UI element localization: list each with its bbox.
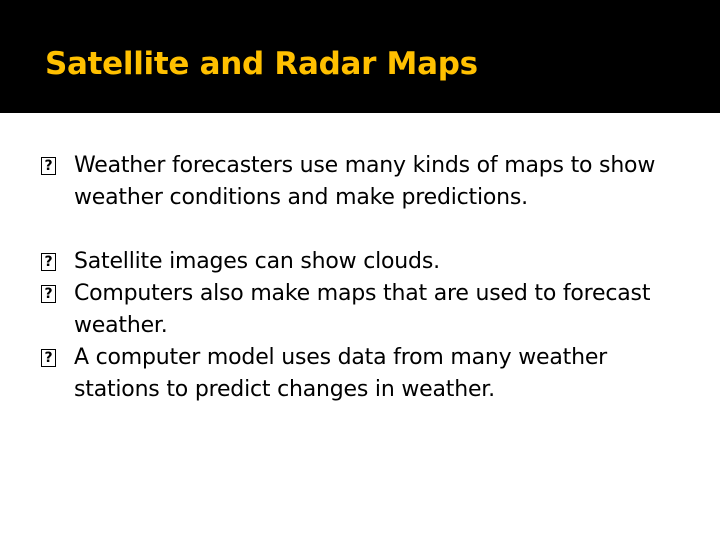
bullet-text: Weather forecasters use many kinds of maps to show weather conditions and make predictions. [74, 153, 656, 210]
bullet-item [34, 278, 694, 342]
bullet-text: A computer model uses data from many weather stations to predict changes in weather. [74, 345, 607, 402]
title-bar [0, 0, 720, 113]
bullet-marker-icon: ? [34, 283, 60, 305]
bullet-item [34, 342, 694, 406]
bullet-item [34, 150, 694, 214]
bullet-marker-icon: ? [34, 347, 60, 369]
bullet-item [34, 246, 694, 278]
bullet-text: Satellite images can show clouds. [74, 249, 440, 274]
slide-body [34, 150, 694, 406]
bullet-text: Computers also make maps that are used to forecast weather. [74, 281, 651, 338]
bullet-marker-icon: ? [34, 155, 60, 177]
bullet-marker-icon: ? [34, 251, 60, 273]
slide-title: Satellite and Radar Maps [45, 46, 478, 82]
